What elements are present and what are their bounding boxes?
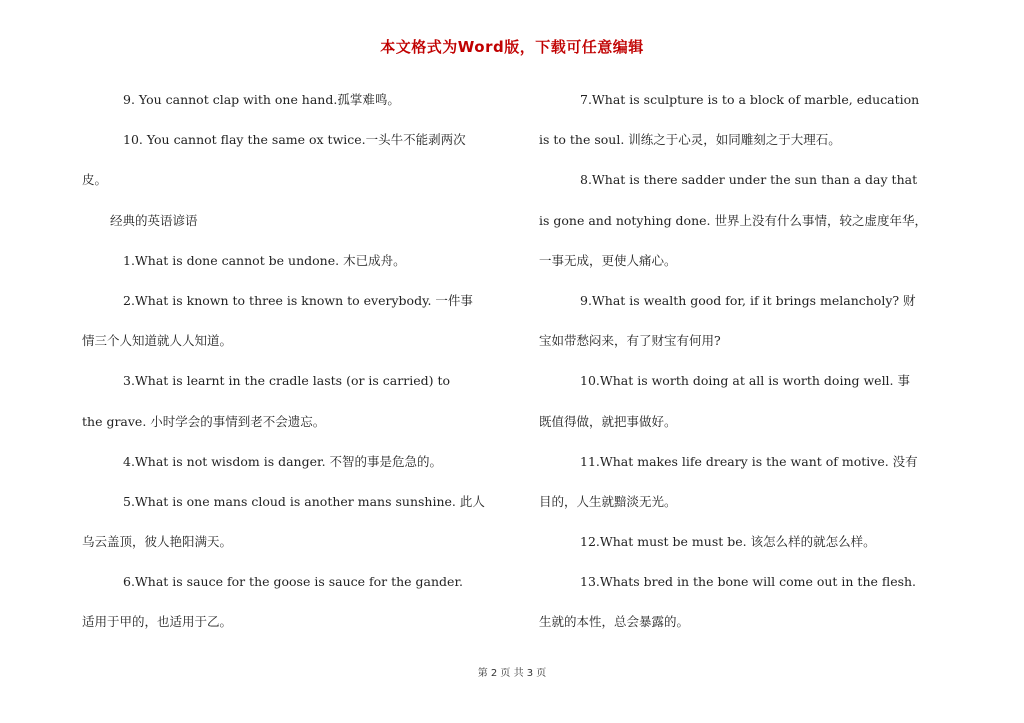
text-line: 目的，人生就黯淡无光。 (539, 493, 677, 509)
text-line: 情三个人知道就人人知道。 (82, 333, 233, 349)
text-line: 一事无成，更使人痛心。 (539, 252, 677, 268)
text-line: 11.What makes life dreary is the want of motive. 没有 (580, 453, 918, 469)
text-line: 12.What must be must be. 该怎么样的就怎么样。 (580, 534, 876, 550)
text-line: 5.What is one mans cloud is another mans sunshine. 此人 (123, 493, 485, 509)
text-line: 10. You cannot flay the same ox twice.一头牛不能剥两次 (123, 132, 466, 148)
text-line: 9. You cannot clap with one hand.孤掌难鸣。 (123, 92, 400, 107)
text-line: the grave. 小时学会的事情到老不会遗忘。 (82, 413, 326, 429)
text-line: 皮。 (82, 172, 108, 188)
text-line: 生就的本性，总会暴露的。 (539, 614, 690, 630)
text-line: 适用于甲的，也适用于乙。 (82, 614, 233, 630)
text-line: 既值得做，就把事做好。 (539, 413, 677, 429)
text-line: 9.What is wealth good for, if it brings melancholy? 财 (580, 292, 916, 308)
text-line: 10.What is worth doing at all is worth doing well. 事 (580, 373, 911, 389)
left-column (82, 80, 522, 643)
right-column (539, 80, 967, 643)
text-line: 宝如带愁闷来，有了财宝有何用? (539, 333, 721, 349)
text-line: 8.What is there sadder under the sun than a day that (580, 172, 918, 188)
text-line: 13.Whats bred in the bone will come out in the flesh. (580, 574, 917, 590)
text-line: is gone and notyhing done. 世界上没有什么事情，较之虚度年华， (539, 212, 927, 228)
text-line: 乌云盖顶，彼人艳阳满天。 (82, 534, 233, 550)
page-number: 第 2 页 共 3 页 (477, 668, 547, 679)
section-heading: 经典的英语谚语 (110, 212, 198, 228)
text-line: 6.What is sauce for the goose is sauce for the gander. (123, 574, 464, 590)
text-line: 4.What is not wisdom is danger. 不智的事是危急的。 (123, 453, 443, 469)
text-line: 2.What is known to three is known to everybody. 一件事 (123, 292, 473, 308)
text-line: 3.What is learnt in the cradle lasts (or is carried) to (123, 373, 451, 389)
text-line: 7.What is sculpture is to a block of marble, education (580, 92, 920, 107)
text-line: is to the soul. 训练之于心灵，如同雕刻之于大理石。 (539, 132, 841, 148)
text-line: 1.What is done cannot be undone. 木已成舟。 (123, 252, 406, 268)
watermark-header: 本文格式为Word版，下载可任意编辑 (380, 38, 644, 56)
